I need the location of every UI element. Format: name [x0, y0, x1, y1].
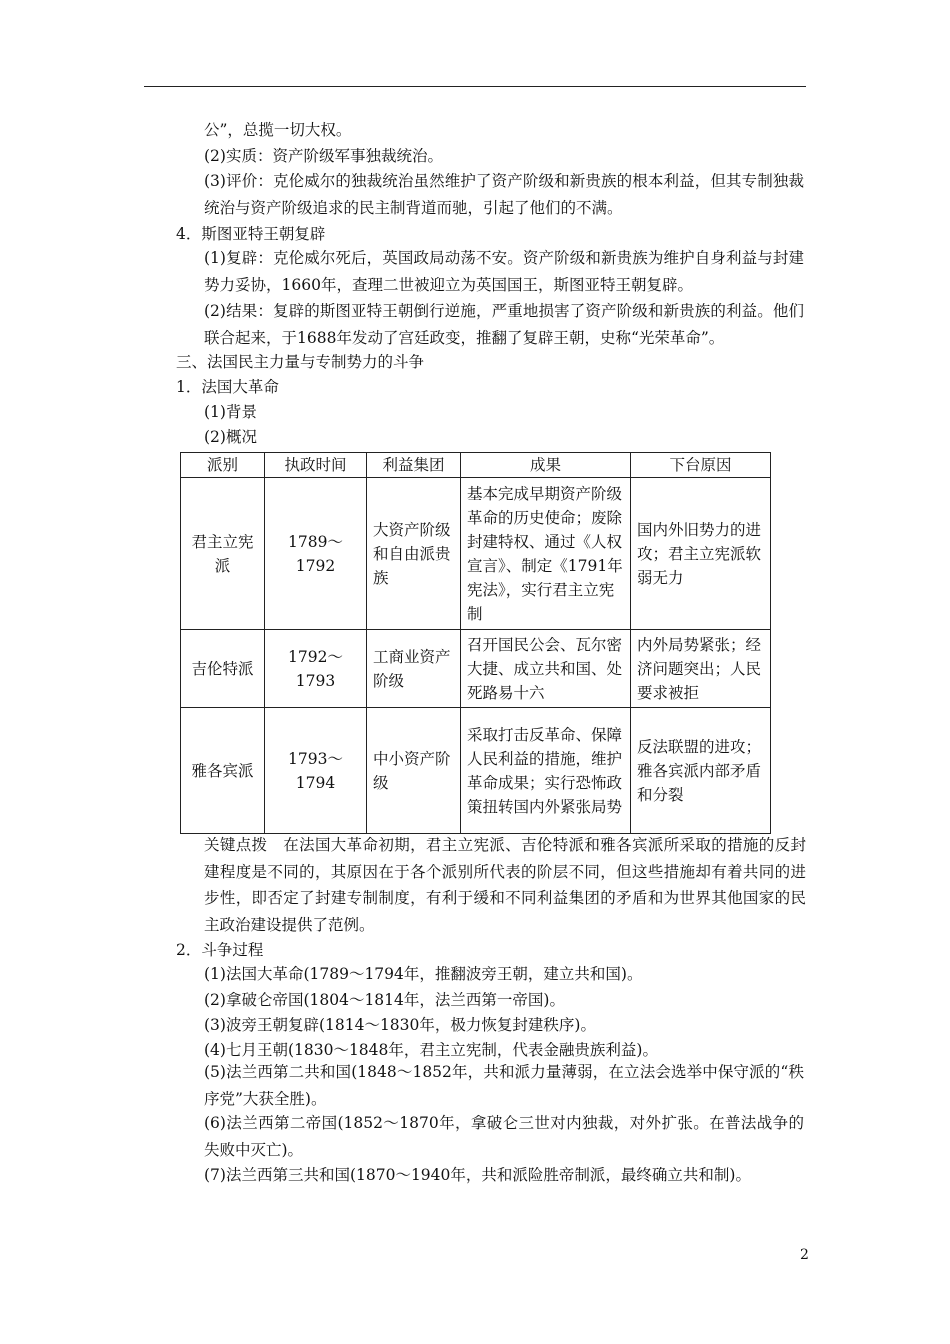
group-cell: 大资产阶级和自由派贵族: [367, 478, 461, 630]
restoration-paragraph: (1)复辟：克伦威尔死后，英国政局动荡不安。资产阶级和新贵族为维护自身利益与封建势力妥协，1660年，查理二世被迎立为英国国王，斯图亚特王朝复辟。: [204, 249, 804, 294]
period-cell: 1789～1792: [265, 478, 367, 630]
reason-cell: 内外局势紧张；经济问题突出；人民要求被拒: [631, 630, 771, 708]
column-header: 下台原因: [631, 453, 771, 478]
column-header: 利益集团: [367, 453, 461, 478]
faction-cell: 雅各宾派: [181, 708, 265, 834]
period-cell: 1793～1794: [265, 708, 367, 834]
table-row: [181, 630, 771, 708]
result-paragraph: (2)结果：复辟的斯图亚特王朝倒行逆施，严重地损害了资产阶级和新贵族的利益。他们联合起来，于1688年发动了宫廷政变，推翻了复辟王朝，史称“光荣革命”。: [204, 302, 804, 347]
process-item: (2)拿破仑帝国(1804～1814年，法兰西第一帝国)。: [204, 991, 565, 1009]
process-item: (6)法兰西第二帝国(1852～1870年，拿破仑三世对内独裁，对外扩张。在普法战争的失败中灭亡)。: [204, 1114, 804, 1159]
text-line: (2)实质：资产阶级军事独裁统治。: [204, 147, 443, 165]
evaluation-paragraph: (3)评价：克伦威尔的独裁统治虽然维护了资产阶级和新贵族的根本利益，但其专制独裁统治与资产阶级追求的民主制背道而驰，引起了他们的不满。: [204, 172, 804, 217]
faction-cell: 君主立宪派: [181, 478, 265, 630]
list-item: (1)背景: [204, 403, 257, 421]
achievement-cell: 基本完成早期资产阶级革命的历史使命；废除封建特权、通过《人权宣言》、制定《1791年宪法》，实行君主立宪制: [461, 478, 631, 630]
subsection-heading: 2．斗争过程: [176, 941, 264, 959]
faction-cell: 吉伦特派: [181, 630, 265, 708]
page-number: 2: [800, 1247, 809, 1263]
reason-cell: 反法联盟的进攻；雅各宾派内部矛盾和分裂: [631, 708, 771, 834]
group-cell: 工商业资产阶级: [367, 630, 461, 708]
reason-cell: 国内外旧势力的进攻；君主立宪派软弱无力: [631, 478, 771, 630]
subsection-heading: 1．法国大革命: [176, 378, 279, 396]
key-point-paragraph: 关键点拨 在法国大革命初期，君主立宪派、吉伦特派和雅各宾派所采取的措施的反封建程度是不同的，其原因在于各个派别所代表的阶层不同，但这些措施却有着共同的进步性，即否定了封建专制制度，有利于缓和不同利益集团的矛盾和为世界其他国家的民主政治建设提供了范例。: [204, 836, 806, 934]
process-item: (1)法国大革命(1789～1794年，推翻波旁王朝，建立共和国)。: [204, 965, 643, 983]
column-header: 执政时间: [265, 453, 367, 478]
group-cell: 中小资产阶级: [367, 708, 461, 834]
table-row: [181, 708, 771, 834]
section-heading: 三、法国民主力量与专制势力的斗争: [176, 353, 425, 371]
period-cell: 1792～1793: [265, 630, 367, 708]
table-header-row: [181, 453, 771, 478]
process-item: (3)波旁王朝复辟(1814～1830年，极力恢复封建秩序)。: [204, 1016, 596, 1034]
process-item: (5)法兰西第二共和国(1848～1852年，共和派力量薄弱，在立法会选举中保守派的“秩序党”大获全胜)。: [204, 1063, 804, 1108]
faction-table: [180, 452, 771, 834]
text-line: 公”，总揽一切大权。: [204, 121, 352, 139]
column-header: 成果: [461, 453, 631, 478]
achievement-cell: 采取打击反革命、保障人民利益的措施，维护革命成果；实行恐怖政策扭转国内外紧张局势: [461, 708, 631, 834]
column-header: 派别: [181, 453, 265, 478]
section-heading: 4．斯图亚特王朝复辟: [176, 225, 326, 243]
list-item: (2)概况: [204, 428, 257, 446]
header-rule: [144, 86, 806, 87]
process-item: (7)法兰西第三共和国(1870～1940年，共和派险胜帝制派，最终确立共和制)。: [204, 1166, 751, 1184]
process-item: (4)七月王朝(1830～1848年，君主立宪制，代表金融贵族利益)。: [204, 1041, 658, 1059]
table-row: [181, 478, 771, 630]
achievement-cell: 召开国民公会、瓦尔密大捷、成立共和国、处死路易十六: [461, 630, 631, 708]
